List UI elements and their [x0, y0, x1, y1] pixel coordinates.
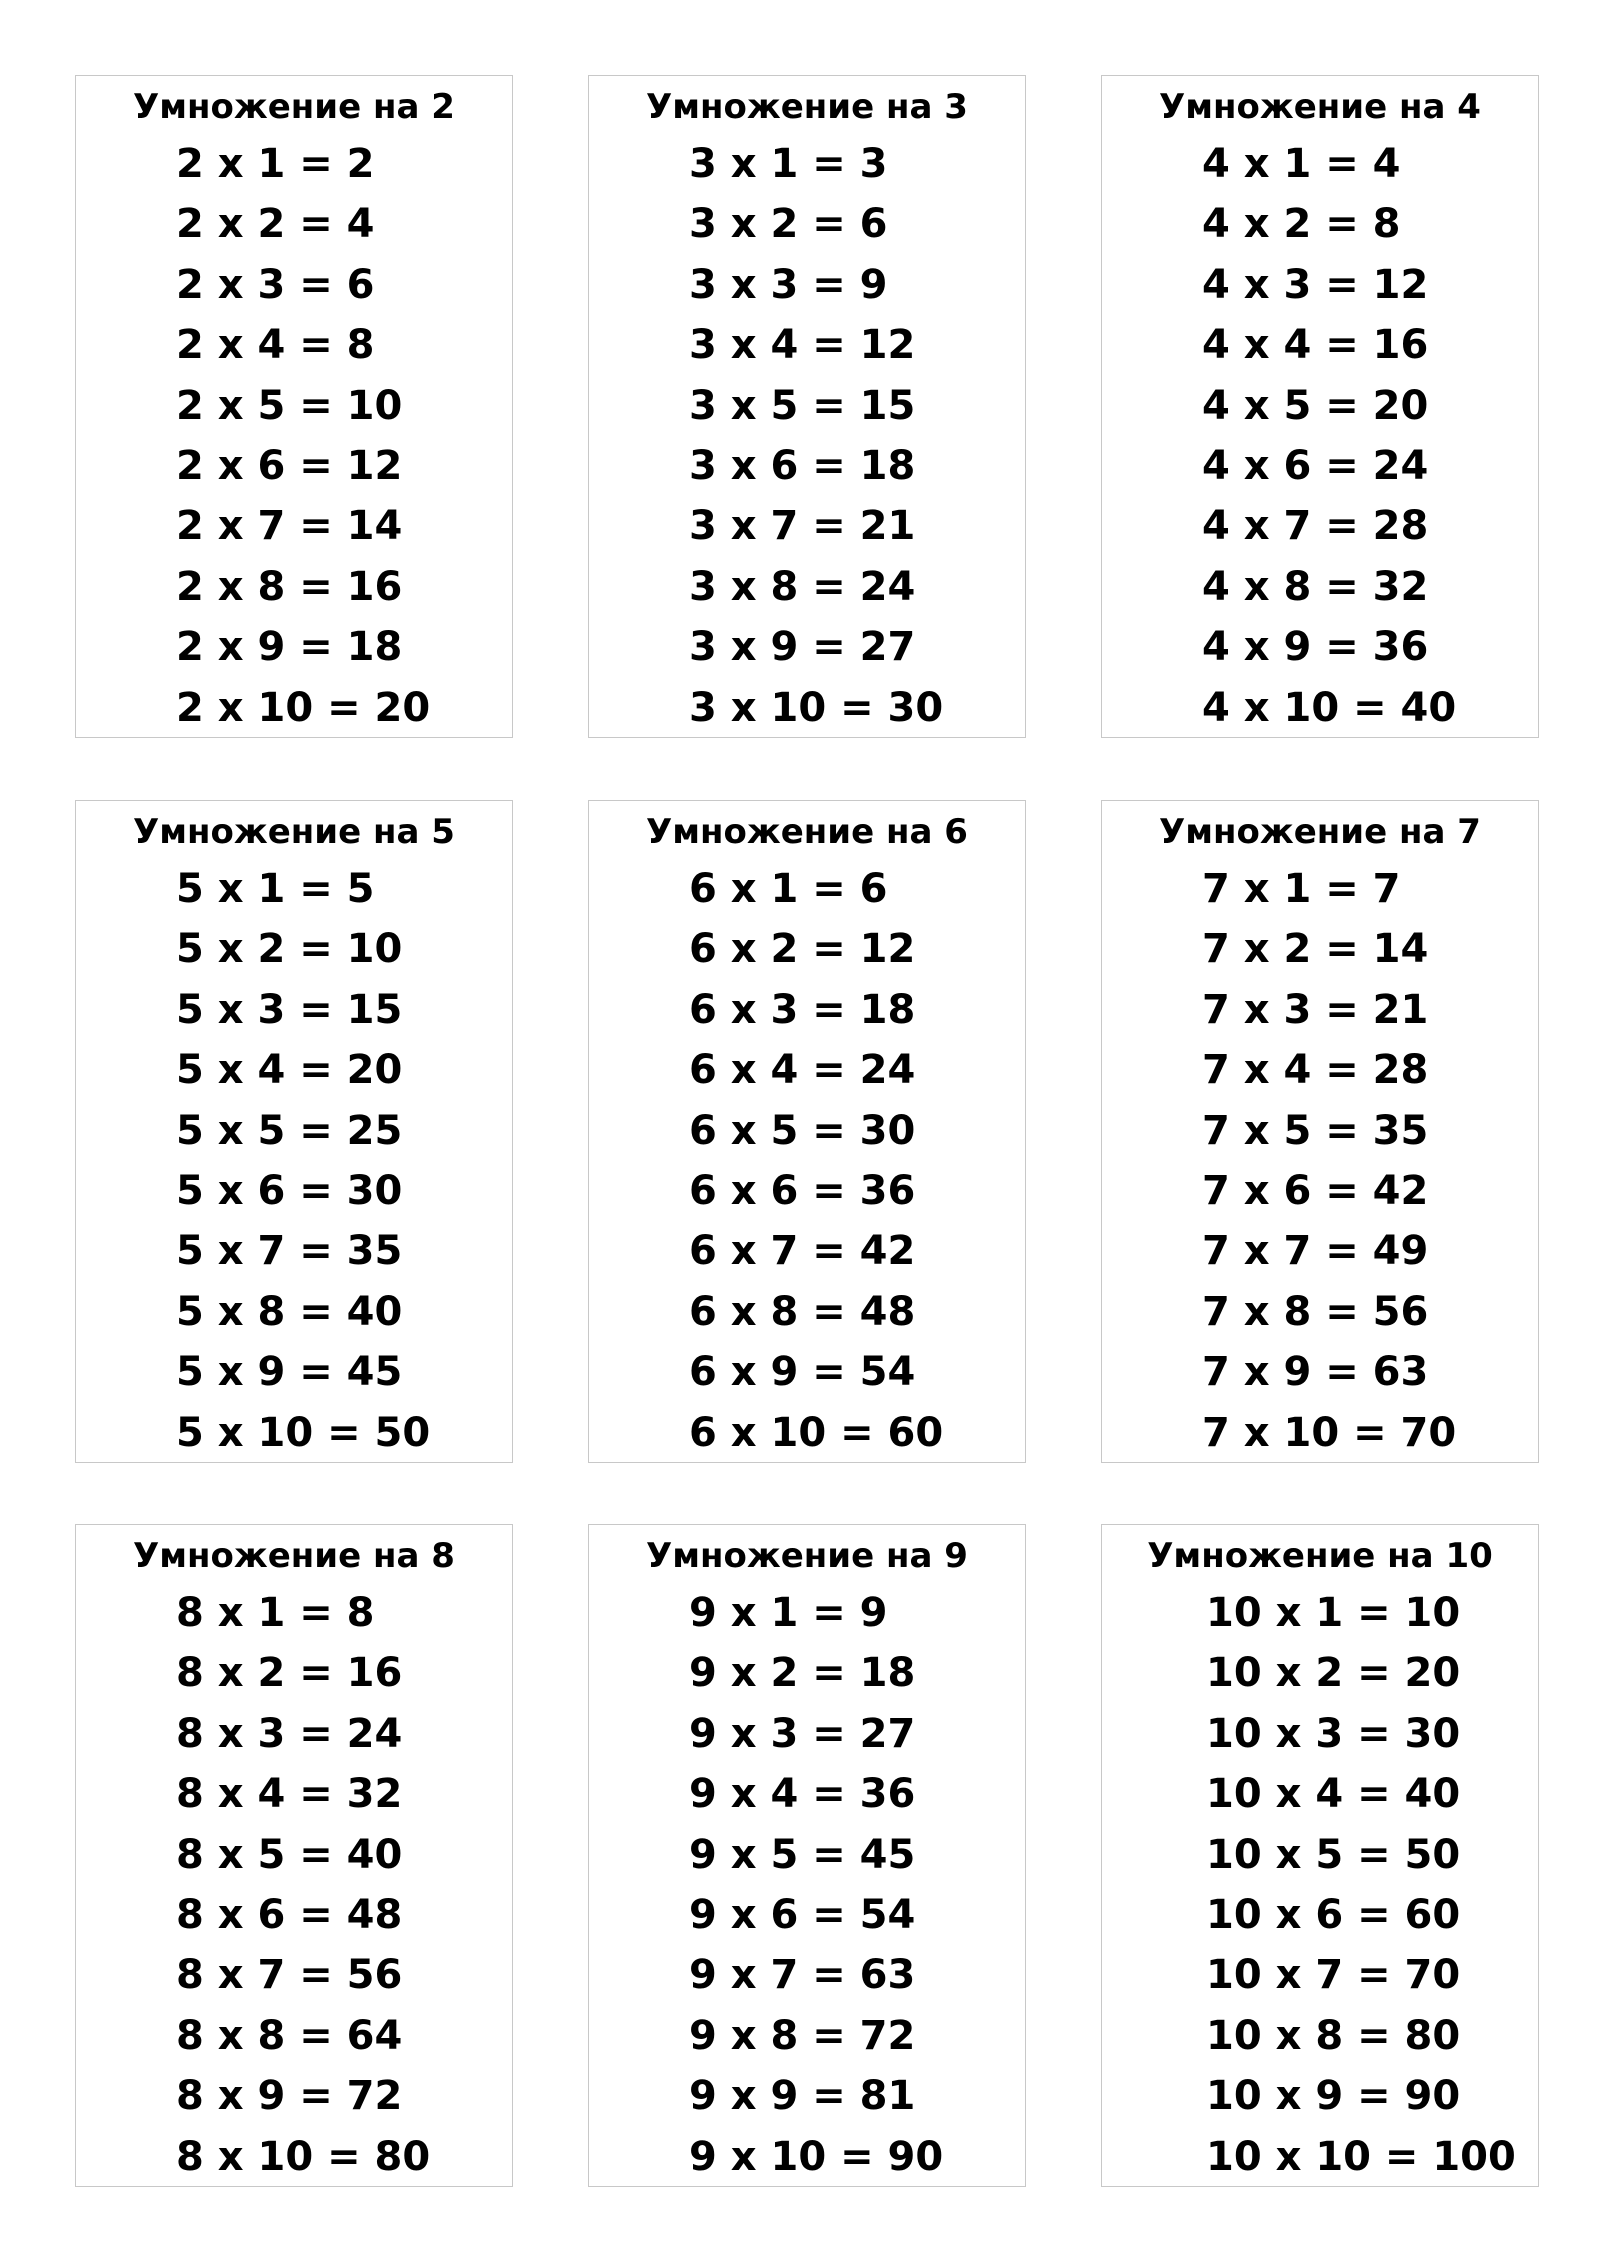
- table-row: 9 x 2 = 18: [689, 1650, 916, 1697]
- table-row: 6 x 8 = 48: [689, 1288, 916, 1335]
- table-rows: [689, 134, 943, 738]
- table-row: 2 x 6 = 12: [176, 442, 403, 489]
- table-card-3: [588, 75, 1026, 738]
- table-title: Умножение на 6: [646, 812, 968, 852]
- table-row: 9 x 4 = 36: [689, 1771, 916, 1818]
- table-row: 7 x 4 = 28: [1202, 1047, 1429, 1094]
- table-row: 6 x 9 = 54: [689, 1349, 916, 1396]
- table-title: Умножение на 10: [1147, 1536, 1493, 1576]
- table-row: 7 x 1 = 7: [1202, 866, 1401, 912]
- table-row: 2 x 2 = 4: [176, 201, 375, 248]
- table-row: 8 x 9 = 72: [176, 2073, 403, 2120]
- table-row: 4 x 1 = 4: [1202, 141, 1401, 187]
- table-row: 4 x 3 = 12: [1202, 261, 1429, 308]
- table-row: 9 x 8 = 72: [689, 2012, 916, 2059]
- table-row: 4 x 7 = 28: [1202, 503, 1429, 550]
- table-title: Умножение на 7: [1159, 812, 1481, 852]
- table-rows: [1206, 1583, 1516, 2187]
- table-title: Умножение на 4: [1159, 87, 1481, 127]
- table-row: 4 x 8 = 32: [1202, 563, 1429, 610]
- table-row: 3 x 6 = 18: [689, 442, 916, 489]
- table-row: 8 x 5 = 40: [176, 1831, 403, 1878]
- table-row: 4 x 10 = 40: [1202, 684, 1457, 731]
- table-rows: [176, 134, 430, 738]
- table-row: 8 x 7 = 56: [176, 1952, 403, 1999]
- table-row: 6 x 10 = 60: [689, 1409, 944, 1456]
- table-title: Умножение на 3: [646, 87, 968, 127]
- table-card-10: [1101, 1524, 1539, 2187]
- table-row: 9 x 9 = 81: [689, 2073, 916, 2120]
- table-row: 9 x 1 = 9: [689, 1590, 888, 1636]
- table-row: 10 x 7 = 70: [1206, 1952, 1461, 1999]
- table-row: 10 x 6 = 60: [1206, 1891, 1461, 1938]
- table-row: 10 x 3 = 30: [1206, 1710, 1461, 1757]
- table-row: 2 x 9 = 18: [176, 624, 403, 671]
- table-row: 7 x 5 = 35: [1202, 1107, 1429, 1154]
- table-card-7: [1101, 800, 1539, 1463]
- table-row: 6 x 4 = 24: [689, 1047, 916, 1094]
- table-rows: [689, 1583, 943, 2187]
- table-row: 6 x 6 = 36: [689, 1167, 916, 1214]
- table-row: 8 x 4 = 32: [176, 1771, 403, 1818]
- table-row: 8 x 8 = 64: [176, 2012, 403, 2059]
- table-row: 10 x 8 = 80: [1206, 2012, 1461, 2059]
- table-row: 4 x 2 = 8: [1202, 201, 1401, 248]
- table-row: 6 x 3 = 18: [689, 986, 916, 1033]
- table-row: 7 x 7 = 49: [1202, 1228, 1429, 1275]
- table-row: 3 x 4 = 12: [689, 322, 916, 369]
- table-card-9: [588, 1524, 1026, 2187]
- table-row: 4 x 4 = 16: [1202, 322, 1429, 369]
- table-row: 3 x 7 = 21: [689, 503, 916, 550]
- table-row: 2 x 10 = 20: [176, 684, 431, 731]
- table-row: 10 x 2 = 20: [1206, 1650, 1461, 1697]
- table-row: 2 x 5 = 10: [176, 382, 403, 429]
- table-row: 2 x 8 = 16: [176, 563, 403, 610]
- table-row: 4 x 9 = 36: [1202, 624, 1429, 671]
- table-row: 3 x 1 = 3: [689, 141, 888, 187]
- table-card-8: [75, 1524, 513, 2187]
- table-rows: [176, 1583, 430, 2187]
- table-row: 6 x 2 = 12: [689, 926, 916, 973]
- table-row: 3 x 3 = 9: [689, 261, 888, 308]
- table-row: 5 x 8 = 40: [176, 1288, 403, 1335]
- table-row: 6 x 1 = 6: [689, 866, 888, 912]
- table-row: 8 x 3 = 24: [176, 1710, 403, 1757]
- table-row: 4 x 5 = 20: [1202, 382, 1429, 429]
- table-row: 9 x 6 = 54: [689, 1891, 916, 1938]
- table-row: 7 x 10 = 70: [1202, 1409, 1457, 1456]
- table-title: Умножение на 2: [133, 87, 455, 127]
- table-row: 9 x 5 = 45: [689, 1831, 916, 1878]
- table-card-6: [588, 800, 1026, 1463]
- table-row: 7 x 6 = 42: [1202, 1167, 1429, 1214]
- table-card-5: [75, 800, 513, 1463]
- table-rows: [176, 859, 430, 1463]
- table-row: 6 x 5 = 30: [689, 1107, 916, 1154]
- table-row: 5 x 2 = 10: [176, 926, 403, 973]
- table-rows: [689, 859, 943, 1463]
- table-row: 3 x 10 = 30: [689, 684, 944, 731]
- table-row: 2 x 4 = 8: [176, 322, 375, 369]
- table-title: Умножение на 8: [133, 1536, 455, 1576]
- table-row: 5 x 9 = 45: [176, 1349, 403, 1396]
- table-row: 7 x 9 = 63: [1202, 1349, 1429, 1396]
- table-row: 7 x 2 = 14: [1202, 926, 1429, 973]
- table-row: 5 x 7 = 35: [176, 1228, 403, 1275]
- table-row: 10 x 4 = 40: [1206, 1771, 1461, 1818]
- table-row: 5 x 10 = 50: [176, 1409, 431, 1456]
- table-rows: [1202, 859, 1456, 1463]
- table-row: 2 x 7 = 14: [176, 503, 403, 550]
- table-row: 10 x 10 = 100: [1206, 2133, 1516, 2180]
- table-row: 8 x 1 = 8: [176, 1590, 375, 1636]
- table-row: 4 x 6 = 24: [1202, 442, 1429, 489]
- table-title: Умножение на 9: [646, 1536, 968, 1576]
- table-row: 3 x 8 = 24: [689, 563, 916, 610]
- table-row: 2 x 3 = 6: [176, 261, 375, 308]
- table-row: 8 x 10 = 80: [176, 2133, 431, 2180]
- table-row: 9 x 3 = 27: [689, 1710, 916, 1757]
- table-row: 9 x 7 = 63: [689, 1952, 916, 1999]
- table-row: 3 x 5 = 15: [689, 382, 916, 429]
- table-row: 10 x 5 = 50: [1206, 1831, 1461, 1878]
- table-card-2: [75, 75, 513, 738]
- table-row: 5 x 6 = 30: [176, 1167, 403, 1214]
- table-row: 7 x 3 = 21: [1202, 986, 1429, 1033]
- table-row: 6 x 7 = 42: [689, 1228, 916, 1275]
- table-row: 7 x 8 = 56: [1202, 1288, 1429, 1335]
- table-row: 5 x 4 = 20: [176, 1047, 403, 1094]
- table-row: 3 x 2 = 6: [689, 201, 888, 248]
- table-row: 5 x 1 = 5: [176, 866, 375, 912]
- table-row: 3 x 9 = 27: [689, 624, 916, 671]
- table-row: 5 x 5 = 25: [176, 1107, 403, 1154]
- table-row: 8 x 2 = 16: [176, 1650, 403, 1697]
- table-card-4: [1101, 75, 1539, 738]
- table-rows: [1202, 134, 1456, 738]
- table-row: 9 x 10 = 90: [689, 2133, 944, 2180]
- table-row: 2 x 1 = 2: [176, 141, 375, 187]
- table-row: 10 x 1 = 10: [1206, 1590, 1461, 1636]
- table-title: Умножение на 5: [133, 812, 455, 852]
- table-row: 10 x 9 = 90: [1206, 2073, 1461, 2120]
- table-row: 8 x 6 = 48: [176, 1891, 403, 1938]
- table-row: 5 x 3 = 15: [176, 986, 403, 1033]
